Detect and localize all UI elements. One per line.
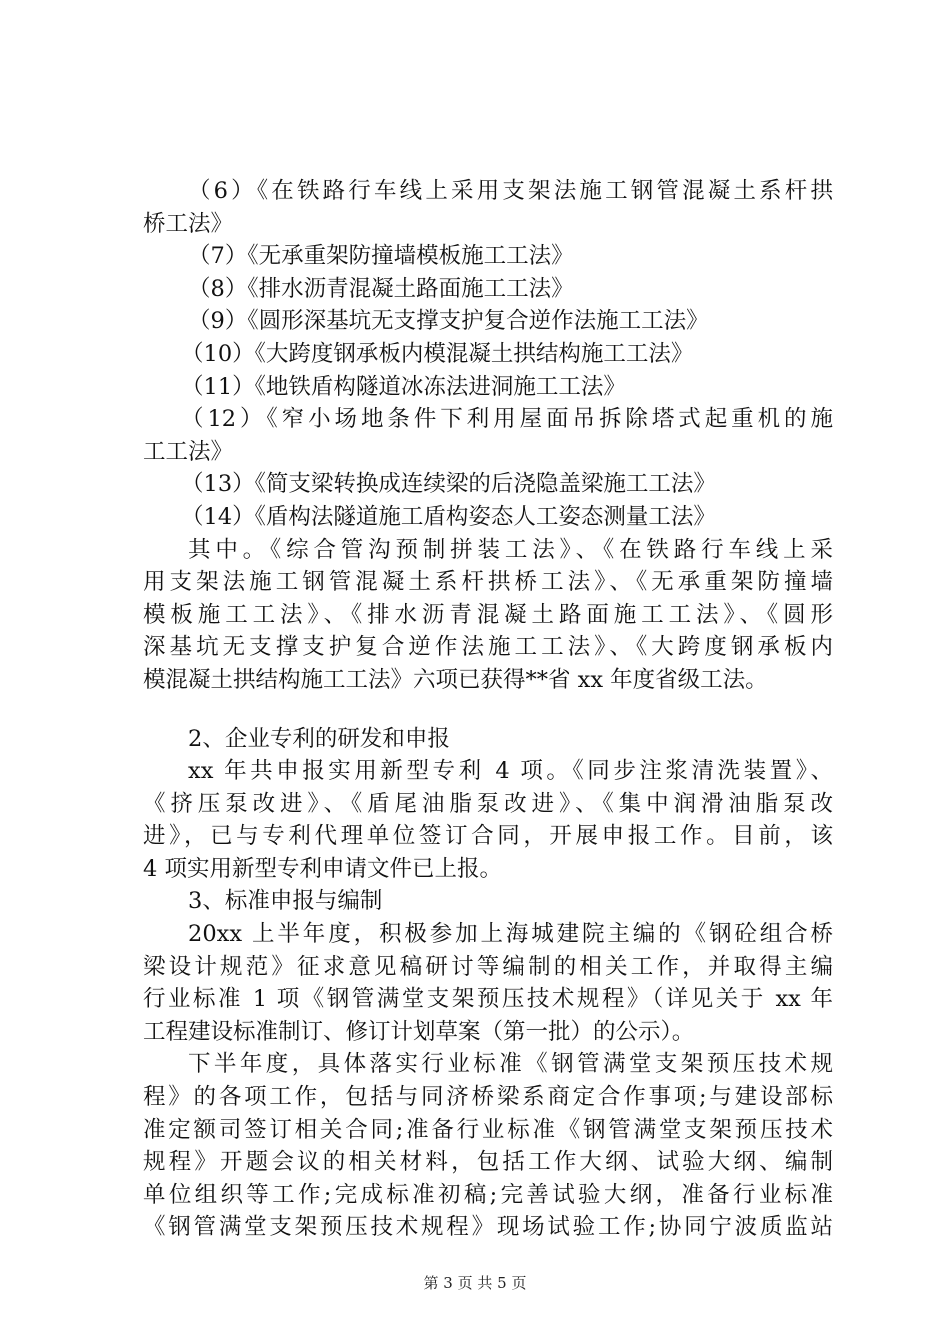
paragraph-line: 行业标准 1 项《钢管满堂支架预压技术规程》（详见关于 xx 年 <box>143 986 833 1013</box>
list-item-6: （6）《在铁路行车线上采用支架法施工钢管混凝土系杆拱 <box>188 178 833 204</box>
paragraph-line: 工程建设标准制订、修订计划草案（第一批）的公示）。 <box>143 1018 695 1045</box>
section-heading-standards: 3、标准申报与编制 <box>188 888 383 915</box>
page-number-footer: 第 3 页 共 5 页 <box>423 1274 527 1292</box>
list-item-8: （8）《排水沥青混凝土路面施工工法》 <box>188 275 574 302</box>
list-item-6-continuation: 桥工法》 <box>143 210 234 237</box>
paragraph-line: 20xx 上半年度，积极参加上海城建院主编的《钢砼组合桥 <box>188 921 833 948</box>
paragraph-line: 下半年度，具体落实行业标准《钢管满堂支架预压技术规 <box>188 1051 833 1078</box>
paragraph-line: 《钢管满堂支架预压技术规程》现场试验工作;协同宁波质监站 <box>143 1214 833 1241</box>
paragraph-line: 4 项实用新型专利申请文件已上报。 <box>143 855 502 882</box>
paragraph-line: xx 年共申报实用新型专利 4 项。《同步注浆清洗装置》、 <box>188 758 833 785</box>
list-item-12-continuation: 工工法》 <box>143 438 234 465</box>
paragraph-gap <box>143 697 833 723</box>
paragraph-line: 模板施工工法》、《排水沥青混凝土路面施工工法》、《圆形 <box>143 601 833 628</box>
paragraph-line: 其中。《综合管沟预制拼装工法》、《在铁路行车线上采 <box>188 536 833 563</box>
paragraph-line: 进》，已与专利代理单位签订合同，开展申报工作。目前，该 <box>143 823 833 850</box>
paragraph-line: 梁设计规范》征求意见稿研讨等编制的相关工作，并取得主编 <box>143 953 833 980</box>
document-body <box>143 175 833 1244</box>
paragraph-line: 模混凝土拱结构施工工法》六项已获得**省 xx 年度省级工法。 <box>143 666 768 693</box>
list-item-10: （10）《大跨度钢承板内模混凝土拱结构施工工法》 <box>181 340 694 367</box>
list-item-9: （9）《圆形深基坑无支撑支护复合逆作法施工工法》 <box>188 308 709 335</box>
paragraph-line: 《挤压泵改进》、《盾尾油脂泵改进》、《集中润滑油脂泵改 <box>143 790 833 817</box>
paragraph-line: 用支架法施工钢管混凝土系杆拱桥工法》、《无承重架防撞墙 <box>143 569 833 596</box>
list-item-14: （14）《盾构法隧道施工盾构姿态人工姿态测量工法》 <box>181 503 716 530</box>
list-item-11: （11）《地铁盾构隧道冰冻法进洞施工工法》 <box>181 373 626 400</box>
list-item-7: （7）《无承重架防撞墙模板施工工法》 <box>188 243 574 270</box>
paragraph-line: 准定额司签订相关合同;准备行业标准《钢管满堂支架预压技术 <box>143 1116 833 1143</box>
paragraph-line: 单位组织等工作;完成标准初稿;完善试验大纲，准备行业标准 <box>143 1181 833 1208</box>
paragraph-line: 规程》开题会议的相关材料，包括工作大纲、试验大纲、编制 <box>143 1149 833 1176</box>
paragraph-line: 深基坑无支撑支护复合逆作法施工工法》、《大跨度钢承板内 <box>143 634 833 661</box>
section-heading-patents: 2、企业专利的研发和申报 <box>188 725 450 752</box>
list-item-12: （12）《窄小场地条件下利用屋面吊拆除塔式起重机的施 <box>181 406 833 433</box>
list-item-13: （13）《简支梁转换成连续梁的后浇隐盖梁施工工法》 <box>181 471 716 498</box>
paragraph-line: 程》的各项工作，包括与同济桥梁系商定合作事项;与建设部标 <box>143 1084 833 1111</box>
